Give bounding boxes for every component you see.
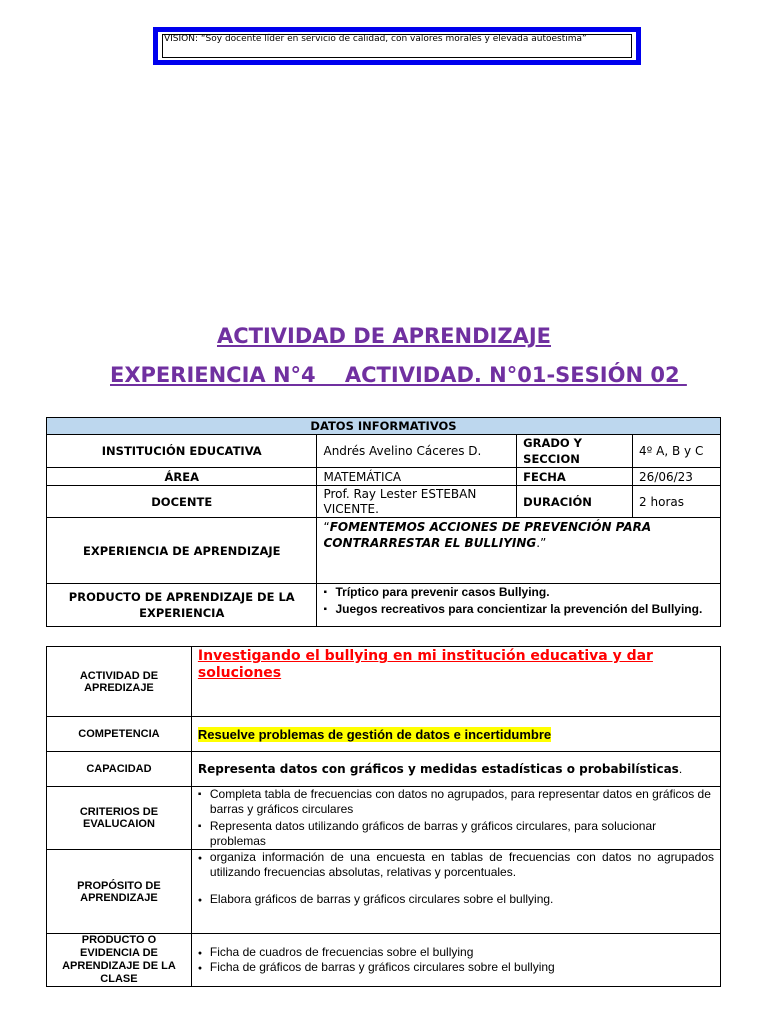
capacidad-value: Representa datos con gráficos y medidas estadísticas o probabilísticas <box>197 762 679 776</box>
actividad-value: Investigando el bullying en mi institución educativa y dar soluciones <box>197 648 653 681</box>
vision-text: VISION: “Soy docente líder en servicio de calidad, con valores morales y elevada autoestima” <box>164 34 587 44</box>
list-item: ● Ficha de cuadros de frecuencias sobre el bullying <box>198 945 714 960</box>
grado-label: GRADO Y SECCION <box>517 435 633 468</box>
experiencia-quote-close: .” <box>536 536 547 550</box>
criterios-label: CRITERIOS DE EVALUCAION <box>47 787 192 850</box>
table-row <box>47 787 721 850</box>
table-row <box>47 468 721 486</box>
evidencia-list <box>198 945 714 975</box>
producto-list <box>323 584 714 618</box>
table-row <box>47 934 721 987</box>
criterios-list <box>198 787 714 849</box>
competencia-label: COMPETENCIA <box>47 717 192 752</box>
table-row <box>47 752 721 787</box>
capacidad-value-cell <box>191 752 720 787</box>
producto-label: PRODUCTO DE APRENDIZAJE DE LA EXPERIENCIA <box>47 584 317 627</box>
docente-value: Prof. Ray Lester ESTEBAN VICENTE. <box>317 486 517 518</box>
table-row <box>47 435 721 468</box>
page-subtitle: EXPERIENCIA N°4 ACTIVIDAD. N°01-SESIÓN 02 <box>110 363 687 387</box>
actividad-label: ACTIVIDAD DE APREDIZAJE <box>47 647 192 717</box>
datos-informativos-table <box>46 417 721 627</box>
table-row <box>47 850 721 934</box>
experiencia-quote-open: “ <box>323 520 330 534</box>
producto-value-cell <box>317 584 721 627</box>
fecha-value: 26/06/23 <box>633 468 721 486</box>
vision-box <box>153 27 641 65</box>
list-item: ▪ Juegos recreativos para concientizar la prevención del Bullying. <box>323 601 714 618</box>
list-item: ● Elabora gráficos de barras y gráficos circulares sobre el bullying. <box>198 892 714 907</box>
capacidad-label: CAPACIDAD <box>47 752 192 787</box>
criterios-value-cell <box>191 787 720 850</box>
list-item: ▪ Representa datos utilizando gráficos de barras y gráficos circulares, para solucionar problemas <box>198 819 714 849</box>
table-row <box>47 486 721 518</box>
proposito-list <box>198 850 714 907</box>
duracion-value: 2 horas <box>633 486 721 518</box>
table-row <box>47 418 721 435</box>
experiencia-value-cell <box>317 518 721 584</box>
fecha-label: FECHA <box>517 468 633 486</box>
datos-header: DATOS INFORMATIVOS <box>47 418 721 435</box>
table-row <box>47 647 721 717</box>
competencia-value: Resuelve problemas de gestión de datos e incertidumbre <box>197 726 552 742</box>
evidencia-value-cell <box>191 934 720 987</box>
table-row <box>47 518 721 584</box>
list-item: ● Ficha de gráficos de barras y gráficos circulares sobre el bullying <box>198 960 714 975</box>
proposito-label: PROPÓSITO DE APRENDIZAJE <box>47 850 192 934</box>
list-item: ● organiza información de una encuesta en tablas de frecuencias con datos no agrupados utilizando frecuencias absolutas, relativas y porcentuales. <box>198 850 714 880</box>
area-value: MATEMÁTICA <box>317 468 517 486</box>
table-row <box>47 584 721 627</box>
institucion-label: INSTITUCIÓN EDUCATIVA <box>47 435 317 468</box>
evidencia-label: PRODUCTO O EVIDENCIA DE APRENDIZAJE DE LA CLASE <box>47 934 192 987</box>
actividad-table <box>46 646 721 987</box>
page-title: ACTIVIDAD DE APRENDIZAJE <box>216 324 551 348</box>
area-label: ÁREA <box>47 468 317 486</box>
proposito-value-cell <box>191 850 720 934</box>
duracion-label: DURACIÓN <box>517 486 633 518</box>
capacidad-period: . <box>678 762 683 776</box>
grado-value: 4º A, B y C <box>633 435 721 468</box>
experiencia-value: FOMENTEMOS ACCIONES DE PREVENCIÓN PARA CONTRARRESTAR EL BULLIYING <box>323 520 652 550</box>
list-item: ▪ Completa tabla de frecuencias con datos no agrupados, para representar datos en gráficos de barras y gráficos circulares <box>198 787 714 817</box>
competencia-value-cell <box>191 717 720 752</box>
list-item: ▪ Tríptico para prevenir casos Bullying. <box>323 584 714 601</box>
docente-label: DOCENTE <box>47 486 317 518</box>
institucion-value: Andrés Avelino Cáceres D. <box>317 435 517 468</box>
experiencia-label: EXPERIENCIA DE APRENDIZAJE <box>47 518 317 584</box>
table-row <box>47 717 721 752</box>
actividad-value-cell <box>191 647 720 717</box>
